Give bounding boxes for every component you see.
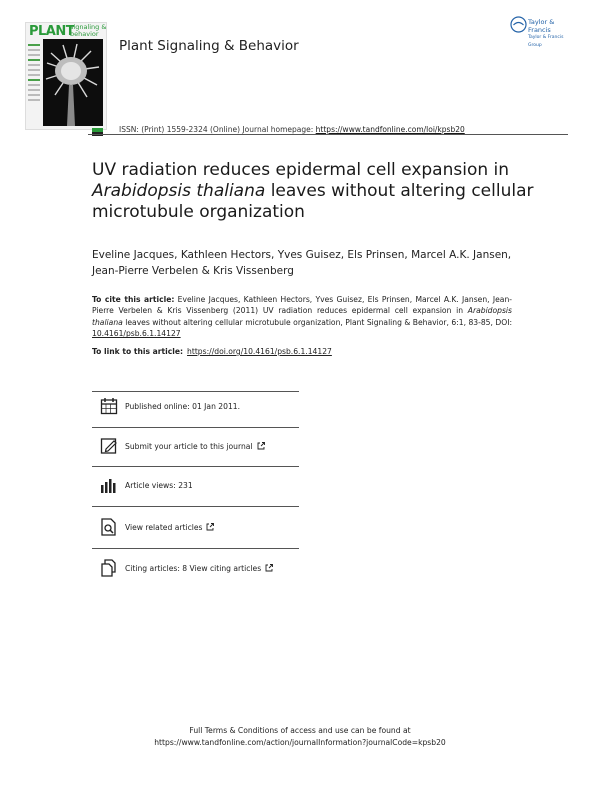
footer (0, 725, 600, 749)
cover-image (43, 39, 103, 126)
related-articles-label: View related articles (125, 522, 203, 532)
related-articles-link[interactable] (99, 517, 214, 537)
published-date: Published online: 01 Jan 2011. (125, 401, 241, 411)
calendar-icon (99, 396, 119, 416)
citation-block: To cite this article: Eveline Jacques, Kathleen Hectors, Yves Guisez, Els Prinsen, Marcel A.K. Jansen, Jean-Pierre Verbelen & Kris Vissenberg (2011) UV radiation reduces epidermal cell expansion in Arabidopsis thaliana leaves without altering cellular microtubule organization, Plant Signaling & Behavior, 6:1, 83-85, DOI: 10.4161/psb.6.1.14127 (92, 295, 512, 339)
citing-articles-label: Citing articles: 8 View citing articles (125, 563, 262, 573)
cover-brand: PLANT (29, 24, 75, 39)
article-authors: Eveline Jacques, Kathleen Hectors, Yves Guisez, Els Prinsen, Marcel A.K. Jansen, Jean-Pierre Verbelen & Kris Vissenberg (92, 249, 512, 277)
article-doi-link[interactable]: https://doi.org/10.4161/psb.6.1.14127 (187, 347, 332, 356)
header-divider (88, 134, 568, 135)
bar-chart-icon (99, 475, 119, 495)
copy-documents-icon (99, 558, 119, 578)
info-divider (92, 427, 299, 428)
footer-terms: Full Terms & Conditions of access and use can be found at (189, 726, 411, 735)
cover-brand-sub: signaling & behavior (70, 23, 107, 38)
info-divider (92, 506, 299, 507)
publisher-logo-text: Taylor & Francis (528, 18, 555, 34)
cover-contents-strip (28, 41, 40, 126)
article-title: UV radiation reduces epidermal cell expansion in Arabidopsis thaliana leaves without altering cellular microtubule organization (92, 160, 534, 222)
external-link-icon (257, 442, 265, 450)
submit-article-link[interactable] (99, 436, 265, 456)
citing-articles-link[interactable] (99, 558, 273, 578)
article-views-label: Article views: 231 (125, 480, 193, 490)
external-link-icon (206, 523, 214, 531)
submit-article-label: Submit your article to this journal (125, 441, 253, 451)
external-link-icon (265, 564, 273, 572)
taylor-francis-icon (510, 16, 527, 33)
publisher-tagline: Taylor & Francis Group (528, 35, 564, 48)
document-search-icon (99, 517, 119, 537)
doi-link[interactable]: 10.4161/psb.6.1.14127 (92, 329, 181, 339)
info-divider (92, 466, 299, 467)
journal-name: Plant Signaling & Behavior (119, 38, 299, 54)
citation-label: To cite this article: (92, 295, 175, 304)
publisher-small-logo (92, 121, 103, 129)
journal-cover (25, 22, 107, 130)
issn-line (119, 125, 465, 134)
footer-terms-url[interactable]: https://www.tandfonline.com/action/journalInformation?journalCode=kpsb20 (154, 738, 446, 747)
article-views (99, 475, 193, 495)
info-divider (92, 391, 299, 392)
edit-icon (99, 436, 119, 456)
taylor-francis-logo[interactable] (510, 16, 566, 48)
info-divider (92, 548, 299, 549)
journal-homepage-link[interactable]: https://www.tandfonline.com/loi/kpsb20 (315, 125, 465, 134)
species-name: Arabidopsis thaliana (92, 181, 266, 201)
article-link-line (92, 347, 332, 356)
published-info (99, 396, 240, 416)
issn-text: ISSN: (Print) 1559-2324 (Online) Journal homepage: (119, 125, 316, 134)
link-label: To link to this article: (92, 347, 184, 356)
